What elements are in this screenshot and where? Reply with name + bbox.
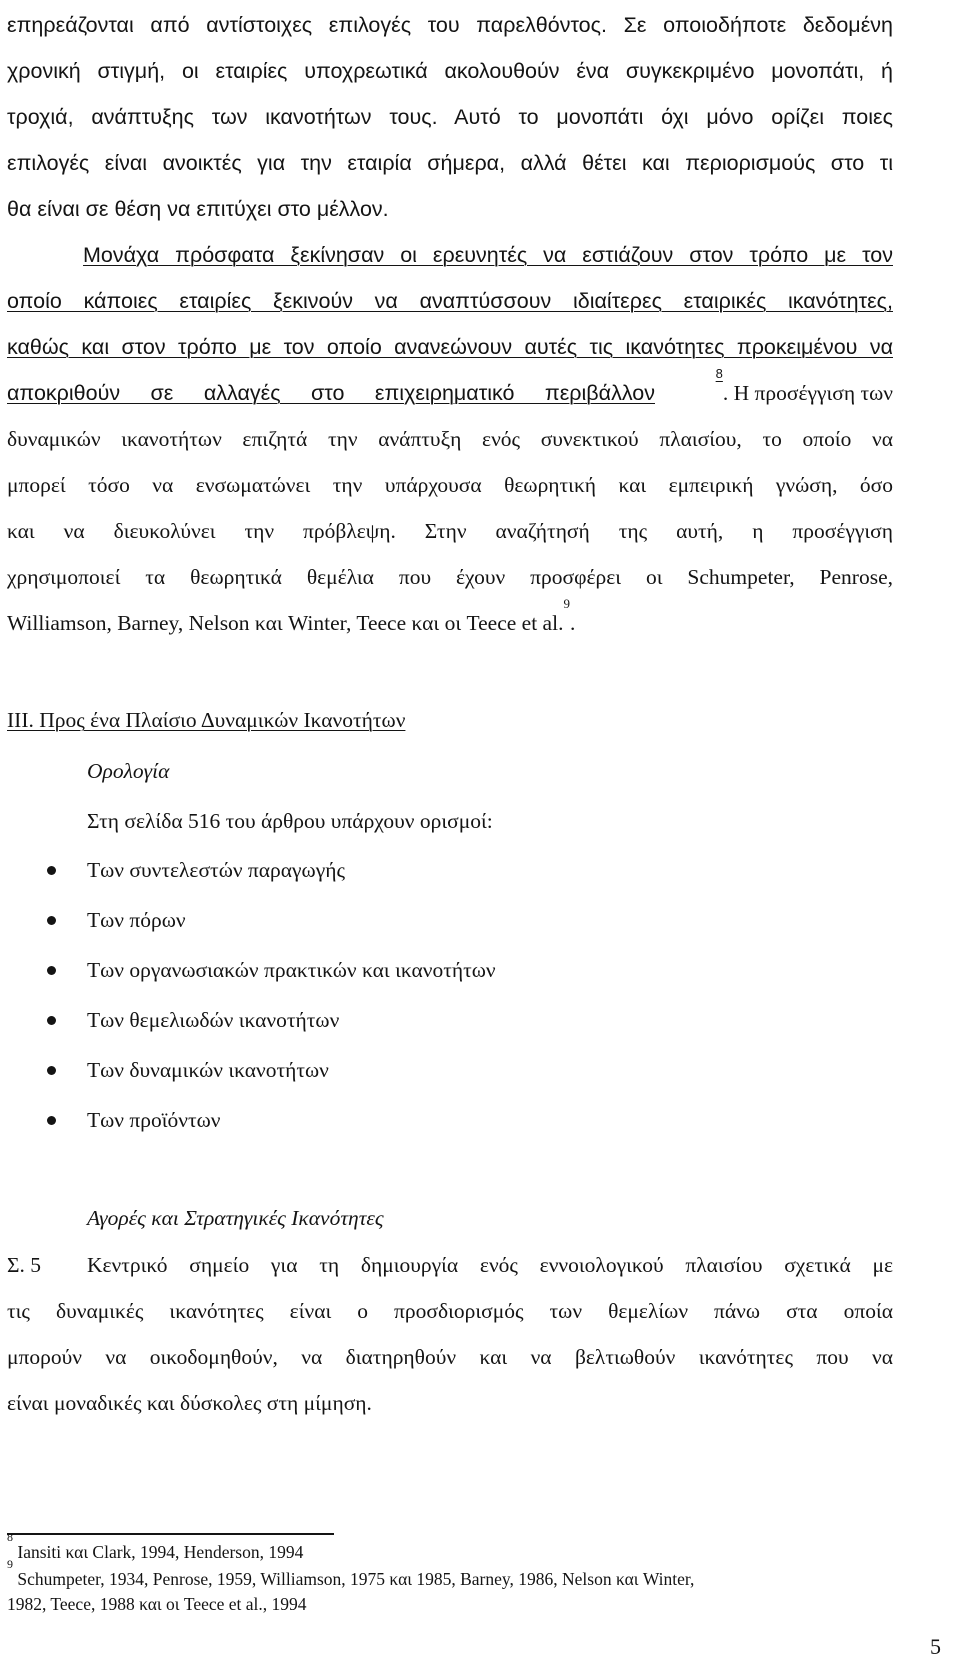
footnote-8-number: 8 (7, 1530, 13, 1544)
list-item (0, 905, 700, 935)
footnote-9-number: 9 (7, 1557, 13, 1571)
footnote-9 (7, 1557, 695, 1591)
paragraph-1-line-1: επηρεάζονται από αντίστοιχες επιλογές του παρελθόντος. Σε οποιοδήποτε δεδομένη (7, 13, 893, 37)
paragraph-3-line-4: είναι μοναδικές και δύσκολες στη μίμηση. (7, 1391, 372, 1415)
footnote-8-text: Iansiti και Clark, 1994, Henderson, 1994 (17, 1542, 304, 1562)
footnote-ref-8: 8 (715, 366, 723, 381)
paragraph-3-line-3: μπορούν να οικοδομηθούν, να διατηρηθούν και να βελτιωθούν ικανότητες που να (7, 1345, 893, 1369)
list-item (0, 1055, 700, 1085)
list-item (0, 955, 700, 985)
list-item (0, 1105, 700, 1135)
subheading-terminology: Ορολογία (87, 759, 170, 783)
footnote-9-text: Schumpeter, 1934, Penrose, 1959, Williamson, 1975 και 1985, Barney, 1986, Nelson και Winter, (17, 1569, 695, 1589)
bullet-icon (47, 866, 56, 875)
paragraph-2-line-6: μπορεί τόσο να ενσωματώνει την υπάρχουσα θεωρητική και εμπειρική γνώση, όσο (7, 473, 893, 497)
bullet-icon (47, 916, 56, 925)
footnote-divider (7, 1533, 334, 1535)
bullet-icon (47, 1116, 56, 1125)
paragraph-2-line-1: Μονάχα πρόσφατα ξεκίνησαν οι ερευνητές να εστιάζουν στον τρόπο με τον (83, 243, 893, 267)
subheading-markets: Αγορές και Στρατηγικές Ικανότητες (87, 1206, 384, 1230)
paragraph-3-line-2: τις δυναμικές ικανότητες είναι ο προσδιορισμός των θεμελίων πάνω στα οποία (7, 1299, 893, 1323)
paragraph-1-line-4: επιλογές είναι ανοικτές για την εταιρία σήμερα, αλλά θέτει και περιορισμούς στο τι (7, 151, 893, 175)
paragraph-1-line-2: χρονική στιγμή, οι εταιρίες υποχρεωτικά ακολουθούν ένα συγκεκριμένο μονοπάτι, ή (7, 59, 893, 83)
bullet-icon (47, 966, 56, 975)
paragraph-2-line-7: και να διευκολύνει την πρόβλεψη. Στην αναζήτησή της αυτή, η προσέγγιση (7, 519, 893, 543)
paragraph-2-line-5: δυναμικών ικανοτήτων επιζητά την ανάπτυξη ενός συνεκτικού πλαισίου, το οποίο να (7, 427, 893, 451)
list-item-text: Των προϊόντων (87, 1108, 221, 1132)
list-item (0, 855, 700, 885)
list-item-text: Των οργανωσιακών πρακτικών και ικανοτήτων (87, 958, 496, 982)
footnote-9-continuation: 1982, Teece, 1988 και οι Teece et al., 1994 (7, 1594, 307, 1614)
list-item-text: Των συντελεστών παραγωγής (87, 858, 345, 882)
page-number: 5 (930, 1634, 941, 1659)
paragraph-1-line-3: τροχιά, ανάπτυξης των ικανοτήτων τους. Αυτό το μονοπάτι όχι μόνο ορίζει ποιες (7, 105, 893, 129)
paragraph-1-line-5: θα είναι σε θέση να επιτύχει στο μέλλον. (7, 197, 389, 221)
paragraph-2-line-4 (7, 366, 893, 408)
paragraph-2-line-8: χρησιμοποιεί τα θεωρητικά θεμέλια που έχουν προσφέρει οι Schumpeter, Penrose, (7, 565, 893, 589)
section-heading: III. Προς ένα Πλαίσιο Δυναμικών Ικανοτήτων (7, 708, 406, 732)
paragraph-2-line-3: καθώς και στον τρόπο με τον οποίο ανανεώνουν αυτές τις ικανότητες προκειμένου να (7, 335, 893, 359)
bullet-icon (47, 1016, 56, 1025)
paragraph-2-line-2: οποίο κάποιες εταιρίες ξεκινούν να αναπτύσσουν ιδιαίτερες εταιρικές ικανότητες, (7, 289, 893, 313)
definitions-intro: Στη σελίδα 516 του άρθρου υπάρχουν ορισμοί: (87, 809, 493, 833)
list-item-text: Των πόρων (87, 908, 186, 932)
paragraph-2-line-9 (7, 596, 576, 638)
paragraph-2-line-4-text: αποκριθούν σε αλλαγές στο επιχειρηματικό περιβάλλον (7, 381, 655, 405)
paragraph-2-line-9-text: Williamson, Barney, Nelson και Winter, Teece και οι Teece et al. (7, 611, 564, 635)
paragraph-2-line-4-tail: . Η προσέγγιση των (722, 381, 893, 405)
footnote-ref-9: 9 (563, 596, 570, 611)
bullet-icon (47, 1066, 56, 1075)
list-item (0, 1005, 700, 1035)
paragraph-2-line-9-tail: . (569, 611, 576, 635)
footnote-8 (7, 1530, 304, 1564)
list-item-text: Των δυναμικών ικανοτήτων (87, 1058, 329, 1082)
list-item-text: Των θεμελιωδών ικανοτήτων (87, 1008, 340, 1032)
paragraph-3-line-1: Κεντρικό σημείο για τη δημιουργία ενός εννοιολογικού πλαισίου σχετικά με (87, 1253, 893, 1277)
page-reference: Σ. 5 (7, 1253, 42, 1277)
